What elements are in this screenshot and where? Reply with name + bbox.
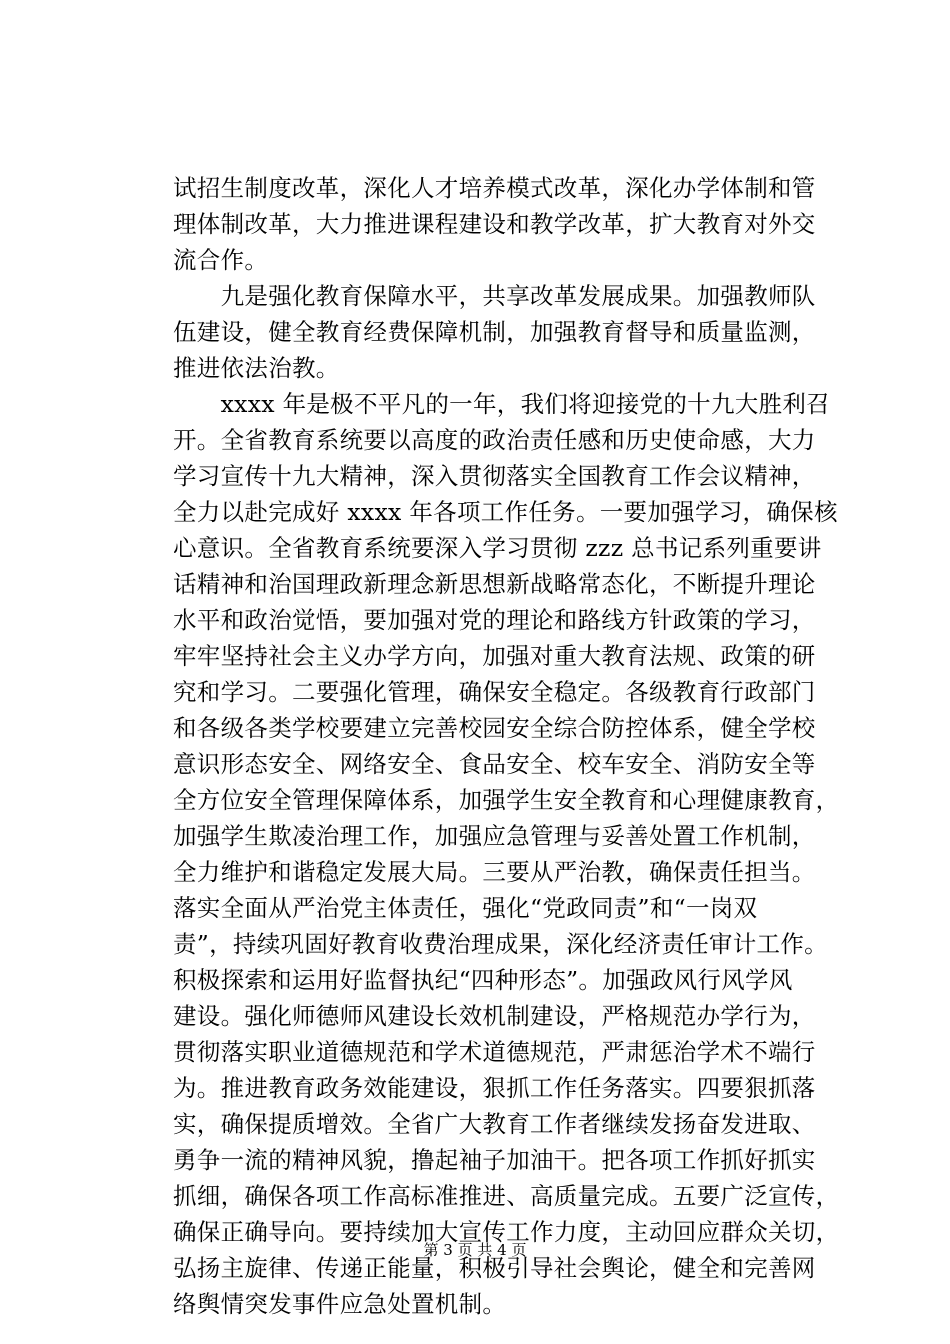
text-line: xxxx 年是极不平凡的一年，我们将迎接党的十九大胜利召 [173,390,830,418]
text-line: 牢牢坚持社会主义办学方向，加强对重大教育法规、政策的研 [173,642,816,670]
text-line: 积极探索和运用好监督执纪“四种形态”。加强政风行风学风 [173,966,793,994]
text-line: 勇争一流的精神风貌，撸起袖子加油干。把各项工作抓好抓实 [173,1146,816,1174]
text-line: 加强学生欺凌治理工作，加强应急管理与妥善处置工作机制， [173,822,816,850]
text-line: 弘扬主旋律、传递正能量，积极引导社会舆论，健全和完善网 [173,1254,816,1282]
text-line: 确保正确导向。要持续加大宣传工作力度，主动回应群众关切， [173,1218,840,1246]
text-line: 抓细，确保各项工作高标准推进、高质量完成。五要广泛宣传， [173,1182,840,1210]
text-line: 意识形态安全、网络安全、食品安全、校车安全、消防安全等 [173,750,816,778]
page-footer: 第 3 页 共 4 页 [423,1241,527,1259]
text-line: 全方位安全管理保障体系，加强学生安全教育和心理健康教育， [173,786,840,814]
text-line: 试招生制度改革，深化人才培养模式改革，深化办学体制和管 [173,174,816,202]
text-line: 和各级各类学校要建立完善校园安全综合防控体系，健全学校 [173,714,816,742]
document-body [173,170,843,1322]
text-line: 实，确保提质增效。全省广大教育工作者继续发扬奋发进取、 [173,1110,816,1138]
text-line: 流合作。 [173,246,269,274]
text-line: 络舆情突发事件应急处置机制。 [173,1290,507,1318]
text-line: 为。推进教育政务效能建设，狠抓工作任务落实。四要狠抓落 [173,1074,816,1102]
text-line: 建设。强化师德师风建设长效机制建设，严格规范办学行为， [173,1002,816,1030]
text-line: 九是强化教育保障水平，共享改革发展成果。加强教师队 [173,282,816,310]
text-line: 究和学习。二要强化管理，确保安全稳定。各级教育行政部门 [173,678,816,706]
text-line: 推进依法治教。 [173,354,340,382]
text-line: 话精神和治国理政新理念新思想新战略常态化，不断提升理论 [173,570,816,598]
text-line: 贯彻落实职业道德规范和学术道德规范，严肃惩治学术不端行 [173,1038,816,1066]
text-line: 理体制改革，大力推进课程建设和教学改革，扩大教育对外交 [173,210,816,238]
text-line: 开。全省教育系统要以高度的政治责任感和历史使命感，大力 [173,426,816,454]
text-line: 水平和政治觉悟，要加强对党的理论和路线方针政策的学习， [173,606,816,634]
text-line: 学习宣传十九大精神，深入贯彻落实全国教育工作会议精神， [173,462,816,490]
text-line: 心意识。全省教育系统要深入学习贯彻 zzz 总书记系列重要讲 [173,534,822,562]
text-line: 落实全面从严治党主体责任，强化“党政同责”和“一岗双 [173,894,758,922]
text-line: 伍建设，健全教育经费保障机制，加强教育督导和质量监测， [173,318,816,346]
text-line: 责”，持续巩固好教育收费治理成果，深化经济责任审计工作。 [173,930,828,958]
text-line: 全力维护和谐稳定发展大局。三要从严治教，确保责任担当。 [173,858,816,886]
text-line: 全力以赴完成好 xxxx 年各项工作任务。一要加强学习，确保核 [173,498,838,526]
